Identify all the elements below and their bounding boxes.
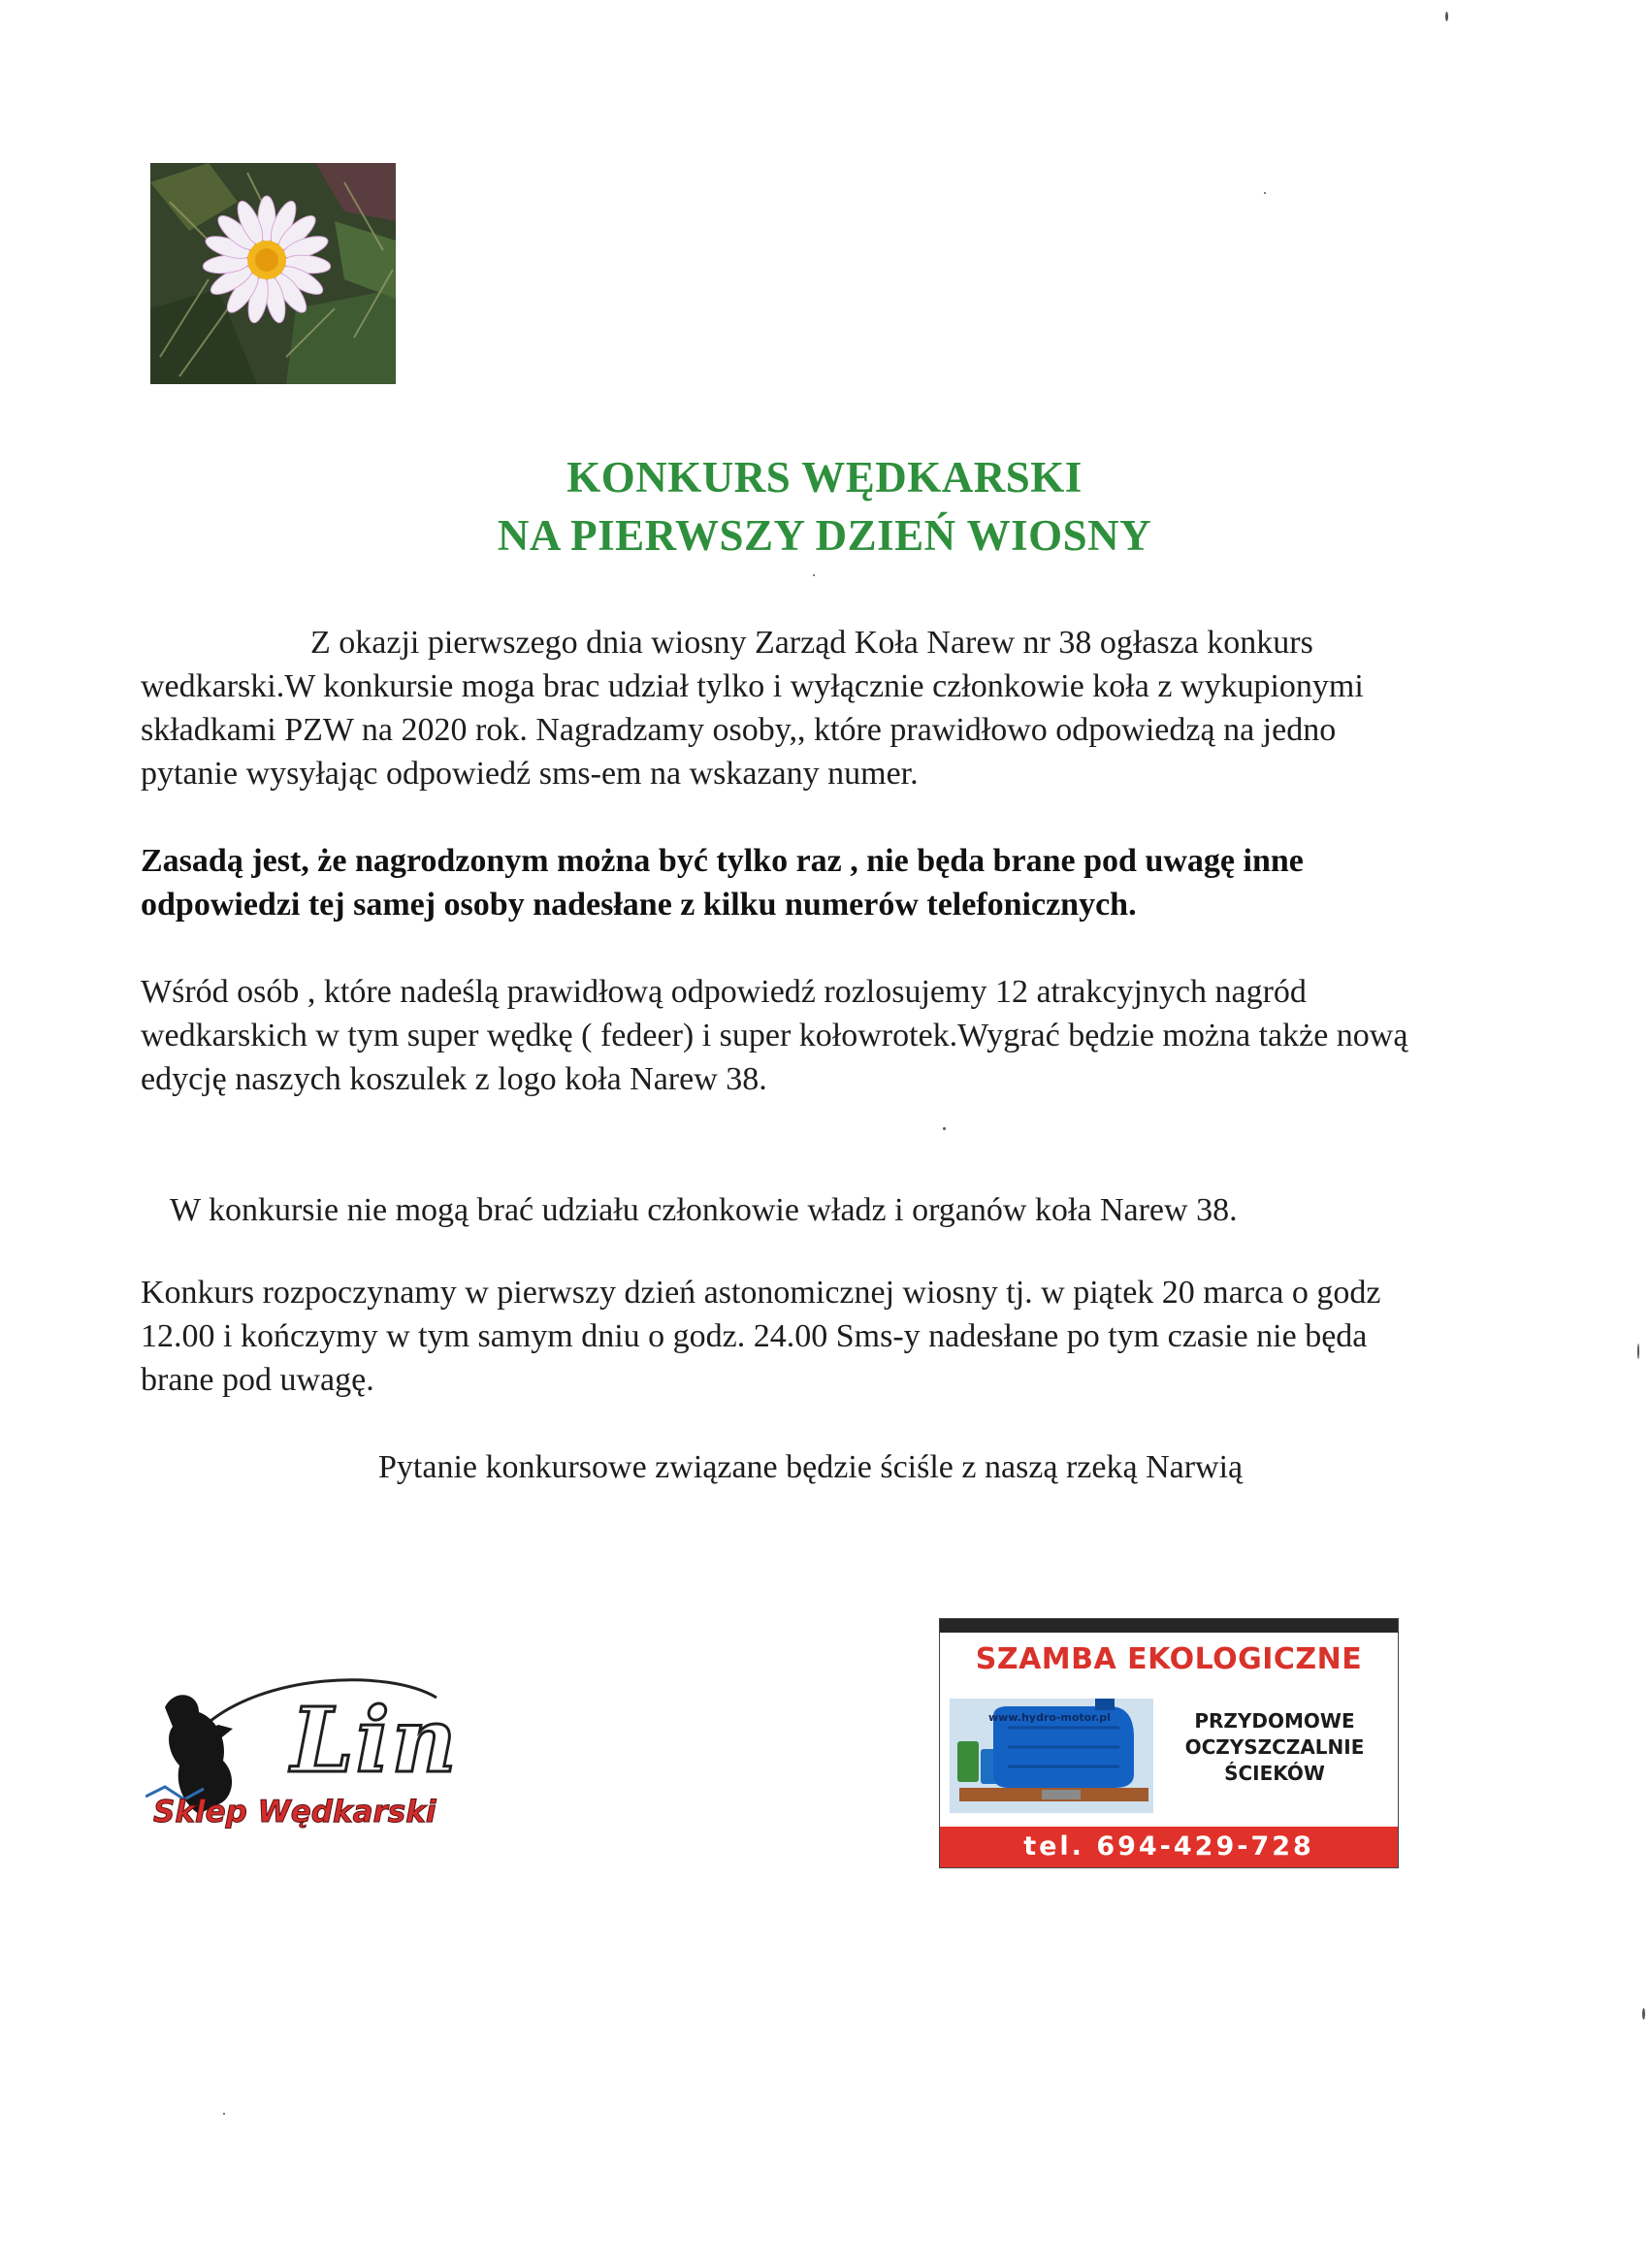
daisy-photo <box>150 163 396 384</box>
scan-speck <box>813 574 815 576</box>
scan-speck <box>943 1127 946 1130</box>
ad-top-bar <box>940 1619 1398 1633</box>
title-line-1: KONKURS WĘDKARSKI <box>566 453 1083 502</box>
ad-side-line-1: PRZYDOMOWE <box>1194 1709 1355 1733</box>
scan-speck <box>1637 1344 1639 1359</box>
paragraph-intro <box>141 621 1431 795</box>
ad-side-text <box>1158 1708 1391 1787</box>
ad-tank-url: www.hydro-motor.pl <box>988 1711 1111 1724</box>
paragraph-exclusion: W konkursie nie mogą brać udziału członkowie władz i organów koła Narew 38. <box>170 1192 1238 1228</box>
scan-speck <box>1642 2008 1645 2020</box>
document-title <box>0 448 1649 565</box>
lin-script-text: Lin <box>291 1688 459 1793</box>
daisy-image <box>150 163 396 384</box>
title-line-2: NA PIERWSZY DZIEŃ WIOSNY <box>497 511 1152 560</box>
paragraph-schedule: Konkurs rozpoczynamy w pierwszy dzień astonomicznej wiosny tj. w piątek 20 marca o godz 12.00 i kończymy w tym samym dniu o godz. 24.00 Sms-y nadesłane po tym czasie nie będa brane pod uwagę. <box>141 1275 1381 1398</box>
scan-speck <box>1445 12 1448 21</box>
scan-speck <box>1264 192 1266 194</box>
ad-side-line-3: ŚCIEKÓW <box>1224 1762 1325 1785</box>
ad-side-line-2: OCZYSZCZALNIE <box>1184 1735 1365 1759</box>
lin-shop-logo <box>146 1669 475 1853</box>
paragraph-question-topic: Pytanie konkursowe związane będzie ściśle z naszą rzeką Narwią <box>378 1449 1244 1485</box>
scan-speck <box>223 2113 225 2115</box>
paragraph-intro-text: Z okazji pierwszego dnia wiosny Zarząd Koła Narew nr 38 ogłasza konkurs wedkarski.W konkursie moga brac udział tylko i wyłącznie członkowie koła z wykupionymi składkami PZW na 2020 rok. Nagradzamy osoby,, które prawidłowo odpowiedzą na jedno pytanie wysyłając odpowiedź sms-em na wskazany numer. <box>141 625 1364 792</box>
paragraph-rule: Zasadą jest, że nagrodzonym można być tylko raz , nie będa brane pod uwagę inne odpowiedzi tej samej osoby nadesłane z kilku numerów telefonicznych. <box>141 843 1304 923</box>
paragraph-prizes: Wśród osób , które nadeślą prawidłową odpowiedź rozlosujemy 12 atrakcyjnych nagród wedkarskich w tym super wędkę ( fedeer) i super kołowrotek.Wygrać będzie można także nową edycję naszych koszulek z logo koła Narew 38. <box>141 974 1408 1097</box>
septic-tank-ad <box>939 1618 1399 1868</box>
ad-phone: tel. 694-429-728 <box>940 1827 1398 1867</box>
lin-subtitle-text: Sklep Wędkarski <box>153 1795 436 1830</box>
ad-headline: SZAMBA EKOLOGICZNE <box>975 1642 1363 1676</box>
